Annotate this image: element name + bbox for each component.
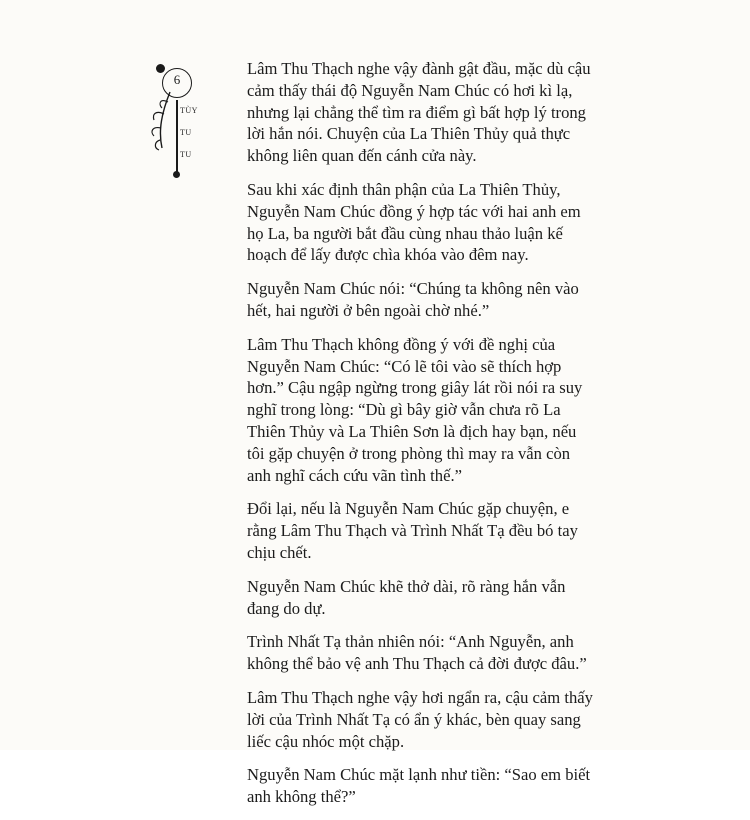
paragraph-7: Trình Nhất Tạ thản nhiên nói: “Anh Nguyễn, anh không thể bảo vệ anh Thu Thạch cả đời được đâu.” [247,632,587,674]
page-body [247,58,597,820]
paragraph-2: Sau khi xác định thân phận của La Thiên Thủy, Nguyễn Nam Chúc đồng ý hợp tác với hai anh em họ La, ba người bắt đầu cùng nhau thảo luận kế hoạch để lấy được chìa khóa vào đêm nay. [247,179,581,265]
side-word-3: TU [180,150,192,159]
paragraph-9: Nguyễn Nam Chúc mặt lạnh như tiền: “Sao em biết anh không thể?” [247,765,591,807]
ornament-end-dot-icon [173,171,180,178]
ornament-line [176,100,178,174]
paragraph-8: Lâm Thu Thạch nghe vậy hơi ngẩn ra, cậu cảm thấy lời của Trình Nhất Tạ có ẩn ý khác, bèn quay sang liếc cậu nhóc một chặp. [247,687,593,751]
paragraph-5: Đổi lại, nếu là Nguyễn Nam Chúc gặp chuyện, e rằng Lâm Thu Thạch và Trình Nhất Tạ đều bó tay chịu chết. [247,499,578,562]
side-word-2: TU [180,128,192,137]
side-word-1: TÙY [180,106,198,115]
paragraph-6: Nguyễn Nam Chúc khẽ thở dài, rõ ràng hắn vẫn đang do dự. [247,576,566,618]
chapter-ornament [140,52,220,182]
paragraph-4: Lâm Thu Thạch không đồng ý với đề nghị của Nguyễn Nam Chúc: “Có lẽ tôi vào sẽ thích hợp hơn.” Cậu ngập ngừng trong giây lát rồi nói ra suy nghĩ trong lòng: “Dù gì bây giờ vẫn chưa rõ La Thiên Thủy và La Thiên Sơn là địch hay bạn, nếu tôi gặp chuyện ở trong phòng thì may ra vẫn còn anh nghĩ cách cứu vãn tình thế.” [247,334,583,485]
paragraph-1: Lâm Thu Thạch nghe vậy đành gật đầu, mặc dù cậu cảm thấy thái độ Nguyễn Nam Chúc có hơi kì lạ, nhưng lại chẳng thể tìm ra điểm gì bất hợp lý trong lời hắn nói. Chuyện của La Thiên Thủy quả thực không liên quan đến cánh cửa này. [247,59,591,166]
paragraph-3: Nguyễn Nam Chúc nói: “Chúng ta không nên vào hết, hai người ở bên ngoài chờ nhé.” [247,279,579,320]
page-number: 6 [173,72,181,87]
